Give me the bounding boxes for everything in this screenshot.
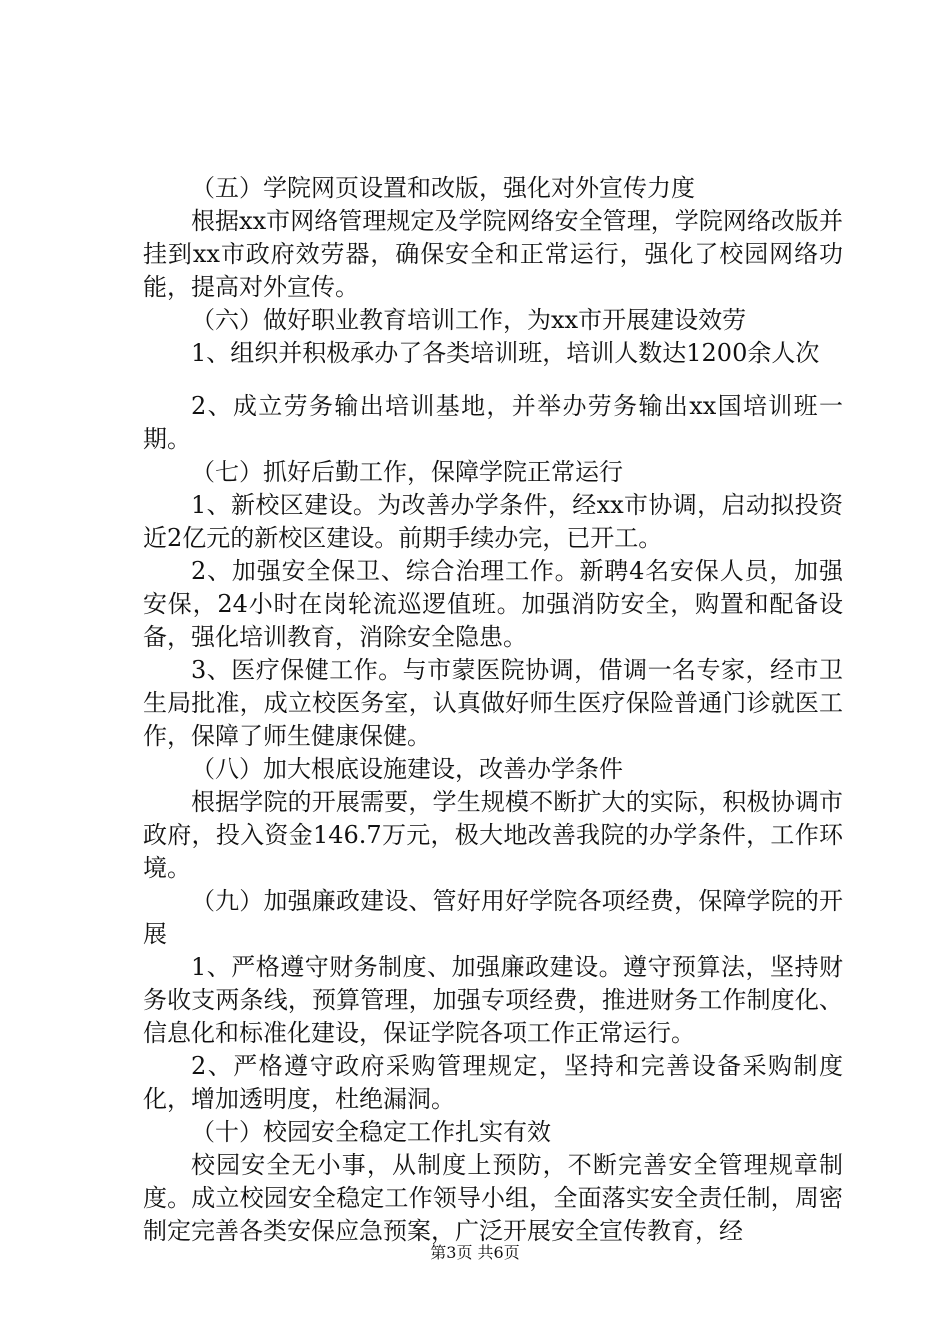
paragraph: 1、新校区建设。为改善办学条件，经xx市协调，启动拟投资近2亿元的新校区建设。前期手续办完，已开工。 xyxy=(143,491,843,552)
page-footer xyxy=(0,1243,950,1263)
section-heading-5: （五）学院网页设置和改版，强化对外宣传力度 xyxy=(191,174,695,202)
section-heading-9: （九）加强廉政建设、管好用好学院各项经费，保障学院的开展 xyxy=(143,887,843,948)
page-number: 第3页 共6页 xyxy=(430,1243,520,1262)
section-heading-8: （八）加大根底设施建设，改善办学条件 xyxy=(191,755,623,783)
paragraph: 2、严格遵守政府采购管理规定，坚持和完善设备采购制度化，增加透明度，杜绝漏洞。 xyxy=(143,1052,843,1113)
paragraph-gap xyxy=(143,370,843,390)
document-body xyxy=(143,172,843,1248)
paragraph: 2、加强安全保卫、综合治理工作。新聘4名安保人员，加强安保，24小时在岗轮流巡逻值班。加强消防安全，购置和配备设备，强化培训教育，消除安全隐患。 xyxy=(143,557,843,651)
paragraph: 根据学院的开展需要，学生规模不断扩大的实际，积极协调市政府，投入资金146.7万元，极大地改善我院的办学条件，工作环境。 xyxy=(143,788,843,882)
section-heading-10: （十）校园安全稳定工作扎实有效 xyxy=(191,1118,551,1146)
section-heading-7: （七）抓好后勤工作，保障学院正常运行 xyxy=(191,458,623,486)
paragraph: 3、医疗保健工作。与市蒙医院协调，借调一名专家，经市卫生局批准，成立校医务室，认真做好师生医疗保险普通门诊就医工作，保障了师生健康保健。 xyxy=(143,656,843,750)
paragraph: 2、成立劳务输出培训基地，并举办劳务输出xx国培训班一期。 xyxy=(143,392,843,453)
section-heading-6: （六）做好职业教育培训工作，为xx市开展建设效劳 xyxy=(191,306,747,334)
paragraph: 校园安全无小事，从制度上预防，不断完善安全管理规章制度。成立校园安全稳定工作领导小组，全面落实安全责任制，周密制定完善各类安保应急预案，广泛开展安全宣传教育，经 xyxy=(143,1151,843,1245)
paragraph: 根据xx市网络管理规定及学院网络安全管理，学院网络改版并挂到xx市政府效劳器，确保安全和正常运行，强化了校园网络功能，提高对外宣传。 xyxy=(143,207,843,301)
paragraph: 1、组织并积极承办了各类培训班，培训人数达1200余人次 xyxy=(191,339,820,367)
paragraph: 1、严格遵守财务制度、加强廉政建设。遵守预算法，坚持财务收支两条线，预算管理，加强专项经费，推进财务工作制度化、信息化和标准化建设，保证学院各项工作正常运行。 xyxy=(143,953,843,1047)
